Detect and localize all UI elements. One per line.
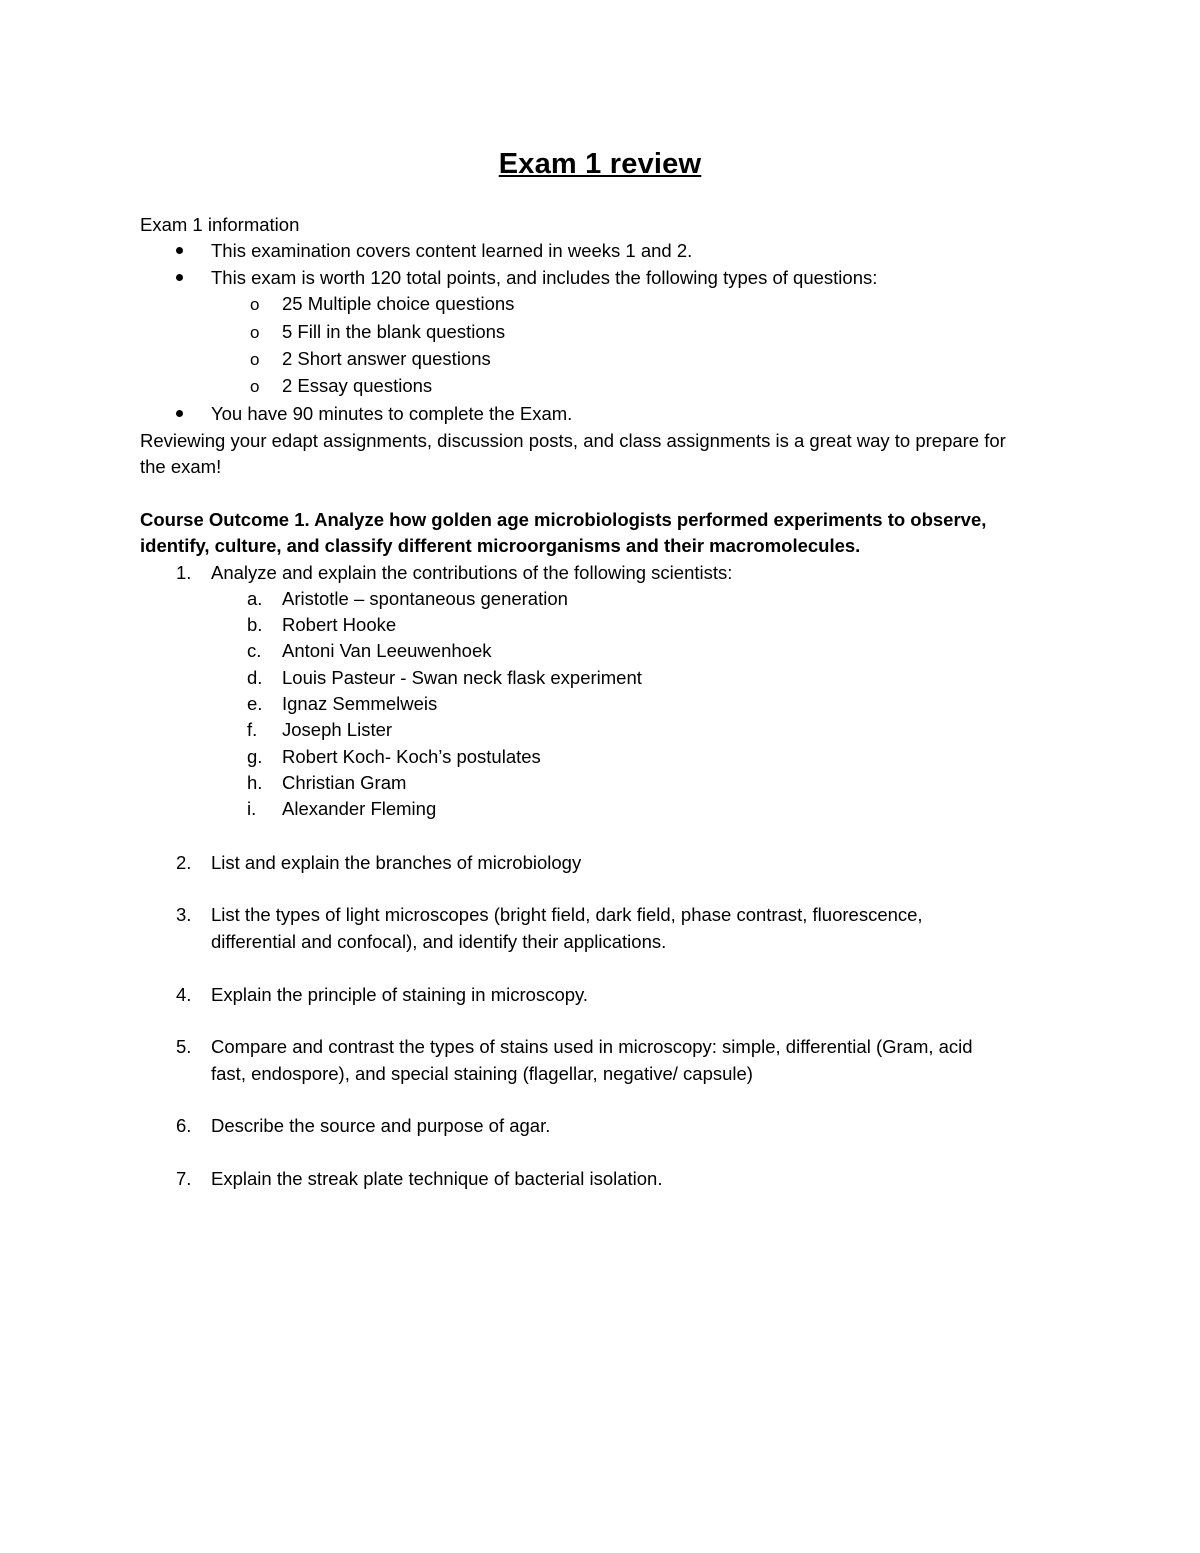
question-6-text: Describe the source and purpose of agar. [211,1115,551,1136]
question-4-text: Explain the principle of staining in microscopy. [211,984,589,1005]
question-5-text-line-2: fast, endospore), and special staining (flagellar, negative/ capsule) [211,1063,753,1084]
question-7-text: Explain the streak plate technique of bacterial isolation. [211,1168,663,1189]
scientist-item: Louis Pasteur - Swan neck flask experiment [282,667,642,688]
review-text-line-2: the exam! [140,456,222,477]
question-3-text-line-1: List the types of light microscopes (bright field, dark field, phase contrast, fluorescence, [211,904,923,925]
page-title: Exam 1 review [498,148,702,180]
scientist-item: Joseph Lister [282,719,393,740]
info-bullet-2: This exam is worth 120 total points, and includes the following types of questions: [211,267,878,288]
scientist-item: Christian Gram [282,772,407,793]
scientist-letter: b. [247,614,263,635]
scientist-letter: c. [247,640,262,661]
info-bullet-1: This examination covers content learned in weeks 1 and 2. [211,240,693,261]
question-number: 4. [176,984,192,1005]
scientist-letter: e. [247,693,263,714]
scientist-letter: h. [247,772,263,793]
question-number: 2. [176,852,192,873]
question-1-text: Analyze and explain the contributions of the following scientists: [211,562,733,583]
info-heading: Exam 1 information [140,214,300,235]
info-sub-item-4: 2 Essay questions [282,375,433,396]
scientist-letter: g. [247,746,263,767]
question-number: 6. [176,1115,192,1136]
sub-bullet-marker: o [250,295,260,314]
question-number: 5. [176,1036,192,1057]
scientist-letter: f. [247,719,258,740]
info-sub-item-3: 2 Short answer questions [282,348,491,369]
course-outcome-line-2: identify, culture, and classify different microorganisms and their macromolecules. [140,535,861,556]
sub-bullet-marker: o [250,323,260,342]
info-bullet-3: You have 90 minutes to complete the Exam. [211,403,573,424]
sub-bullet-marker: o [250,350,260,369]
scientist-letter: i. [247,798,257,819]
sub-bullet-marker: o [250,377,260,396]
question-5-text-line-1: Compare and contrast the types of stains used in microscopy: simple, differential (Gram, acid [211,1036,973,1057]
course-outcome-line-1: Course Outcome 1. Analyze how golden age microbiologists performed experiments to observe, [140,509,987,530]
bullet-dot-icon [176,274,183,281]
bullet-dot-icon [176,410,183,417]
scientist-item: Alexander Fleming [282,798,437,819]
question-number: 3. [176,904,192,925]
scientist-item: Antoni Van Leeuwenhoek [282,640,492,661]
scientist-letter: d. [247,667,263,688]
scientist-item: Ignaz Semmelweis [282,693,438,714]
question-3-text-line-2: differential and confocal), and identify their applications. [211,931,667,952]
question-number: 1. [176,562,192,583]
review-text-line-1: Reviewing your edapt assignments, discussion posts, and class assignments is a great way to prepare for [140,430,1006,451]
scientist-letter: a. [247,588,263,609]
scientist-item: Robert Koch- Koch’s postulates [282,746,541,767]
info-sub-item-1: 25 Multiple choice questions [282,293,515,314]
question-number: 7. [176,1168,192,1189]
info-sub-item-2: 5 Fill in the blank questions [282,321,506,342]
question-2-text: List and explain the branches of microbiology [211,852,582,873]
scientist-item: Robert Hooke [282,614,397,635]
scientist-item: Aristotle – spontaneous generation [282,588,568,609]
bullet-dot-icon [176,247,183,254]
